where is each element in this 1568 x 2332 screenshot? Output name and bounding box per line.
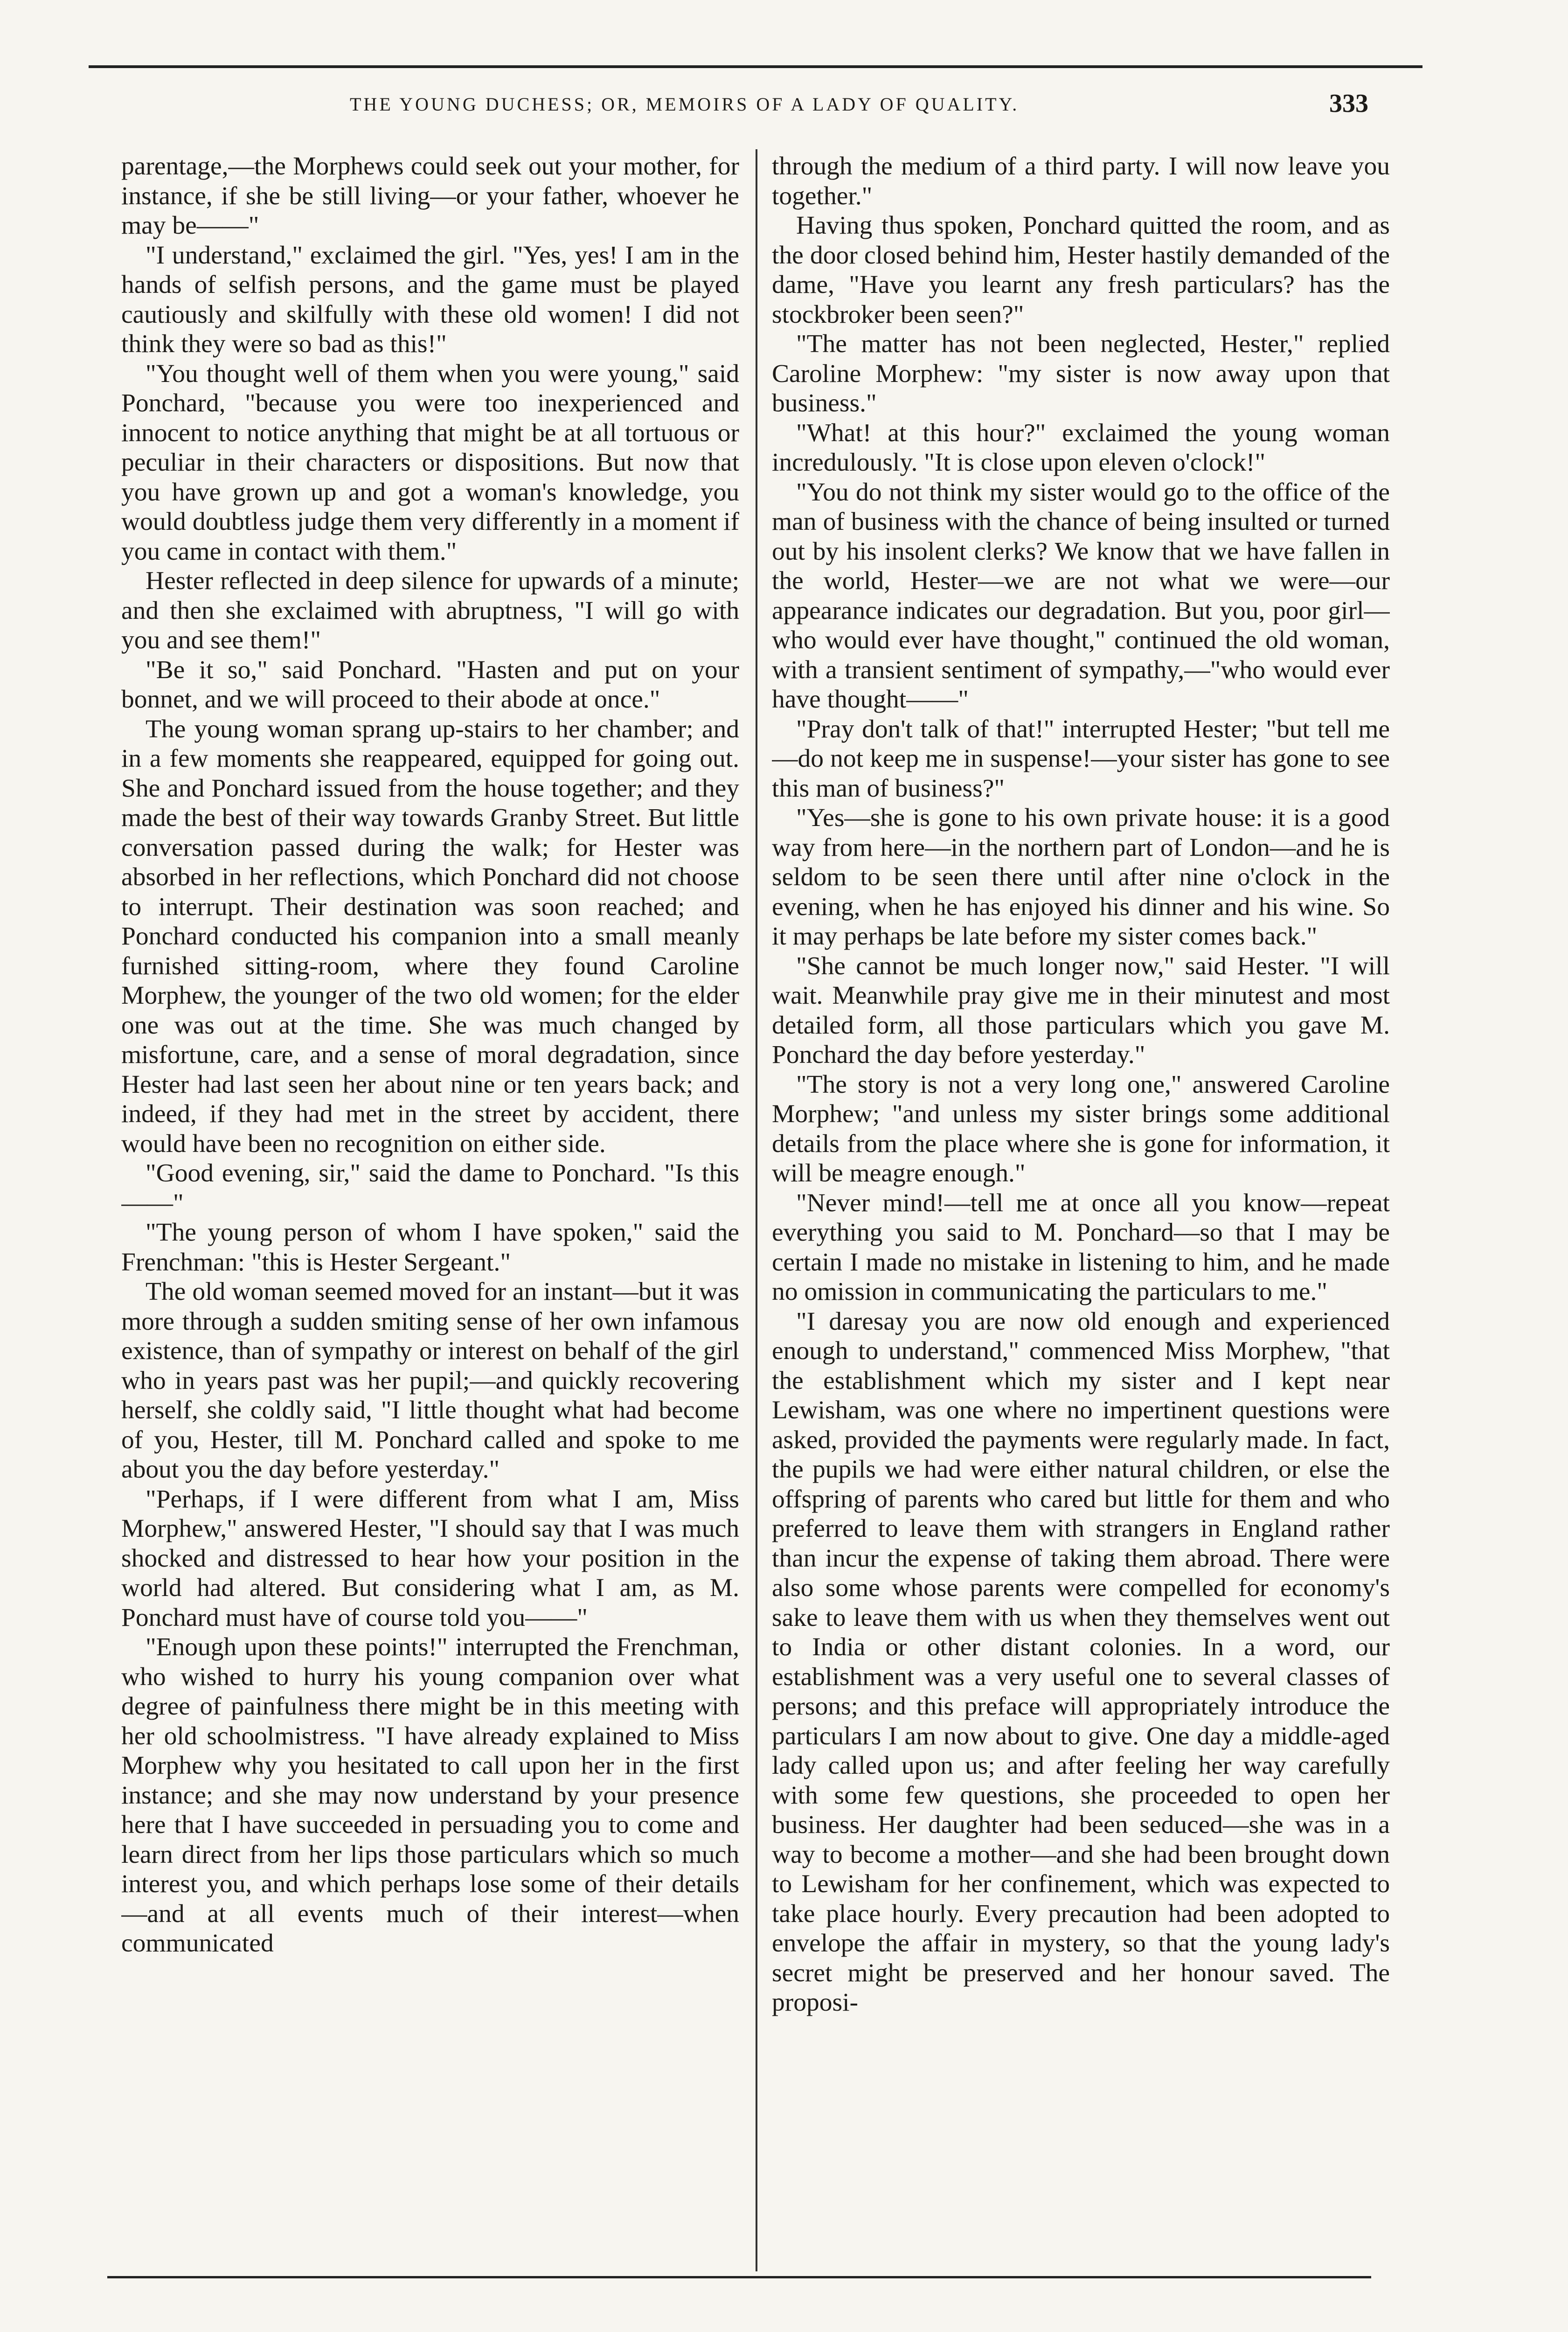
paragraph: "Be it so," said Ponchard. "Hasten and put on your bonnet, and we will proceed to their abode at once.": [121, 655, 739, 714]
paragraph: "I understand," exclaimed the girl. "Yes, yes! I am in the hands of selfish persons, and the game must be played cautiously and skilfully with these old women! I did not think they were so bad as this!": [121, 241, 739, 358]
paragraph: "Yes—she is gone to his own private house: it is a good way from here—in the northern part of London—and he is seldom to be seen there until after nine o'clock in the evening, when he has enjoyed his dinner and his wine. So it may perhaps be late before my sister comes back.": [772, 804, 1390, 951]
header-rule: [89, 65, 1422, 68]
paragraph: through the medium of a third party. I will now leave you together.": [772, 152, 1390, 210]
paragraph: Hester reflected in deep silence for upwards of a minute; and then she exclaimed with abruptness, "I will go with you and see them!": [121, 567, 739, 654]
column-divider: [756, 149, 757, 2271]
paragraph: Having thus spoken, Ponchard quitted the room, and as the door closed behind him, Hester hastily demanded of the dame, "Have you learnt any fresh particulars? has the stockbroker been seen?": [772, 211, 1390, 329]
paragraph: "The story is not a very long one," answered Caroline Morphew; "and unless my sister brings some additional details from the place where she is gone for information, it will be meagre enough.": [772, 1070, 1390, 1187]
paragraph: The old woman seemed moved for an instant—but it was more through a sudden smiting sense of her own infamous existence, than of sympathy or interest on behalf of the girl who in years past was her pupil;—and quickly recovering herself, she coldly said, "I little thought what had become of you, Hester, till M. Ponchard called and spoke to me about you the day before yesterday.": [121, 1277, 739, 1484]
running-head: THE YOUNG DUCHESS; OR, MEMOIRS OF A LADY OF QUALITY.: [350, 94, 1020, 115]
paragraph: "Never mind!—tell me at once all you know—repeat everything you said to M. Ponchard—so that I may be certain I made no mistake in listening to him, and he made no omission in communicating the particulars to me.": [772, 1188, 1390, 1306]
paragraph: "You thought well of them when you were young," said Ponchard, "because you were too inexperienced and innocent to notice anything that might be at all tortuous or peculiar in their characters or dispositions. But now that you have grown up and got a woman's knowledge, you would doubtless judge them very differently in a moment if you came in contact with them.": [121, 359, 739, 566]
paragraph: "Good evening, sir," said the dame to Ponchard. "Is this——": [121, 1159, 739, 1217]
left-column: [121, 152, 739, 2269]
right-column: [772, 152, 1390, 2269]
paragraph: "Enough upon these points!" interrupted the Frenchman, who wished to hurry his young companion over what degree of painfulness there might be in this meeting with her old schoolmistress. "I have already explained to Miss Morphew why you hesitated to call upon her in the first instance; and she may now understand by your presence here that I have succeeded in persuading you to come and learn direct from her lips those particulars which so much interest you, and which perhaps lose some of their details—and at all events much of their interest—when communicated: [121, 1633, 739, 1957]
paragraph: "She cannot be much longer now," said Hester. "I will wait. Meanwhile pray give me in their minutest and most detailed form, all those particulars which you gave M. Ponchard the day before yesterday.": [772, 951, 1390, 1069]
paragraph: parentage,—the Morphews could seek out your mother, for instance, if she be still living—or your father, whoever he may be——": [121, 152, 739, 240]
footer-rule: [107, 2276, 1371, 2278]
paragraph: "Perhaps, if I were different from what I am, Miss Morphew," answered Hester, "I should say that I was much shocked and distressed to hear how your position in the world had altered. But considering what I am, as M. Ponchard must have of course told you——": [121, 1485, 739, 1632]
paragraph: "I daresay you are now old enough and experienced enough to understand," commenced Miss Morphew, "that the establishment which my sister and I kept near Lewisham, was one where no impertinent questions were asked, provided the payments were regularly made. In fact, the pupils we had were either natural children, or else the offspring of parents who cared but little for them and who preferred to leave them with strangers in England rather than incur the expense of taking them abroad. There were also some whose parents were compelled for economy's sake to leave them with us when they themselves went out to India or other distant colonies. In a word, our establishment was a very useful one to several classes of persons; and this preface will appropriately introduce the particulars I am now about to give. One day a middle-aged lady called upon us; and after feeling her way carefully with some few questions, she proceeded to open her business. Her daughter had been seduced—she was in a way to become a mother—and she had been brought down to Lewisham for her confinement, which was expected to take place hourly. Every precaution had been adopted to envelope the affair in mystery, so that the young lady's secret might be preserved and her honour saved. The proposi-: [772, 1307, 1390, 2017]
paragraph: The young woman sprang up-stairs to her chamber; and in a few moments she reappeared, equipped for going out. She and Ponchard issued from the house together; and they made the best of their way towards Granby Street. But little conversation passed during the walk; for Hester was absorbed in her reflections, which Ponchard did not choose to interrupt. Their destination was soon reached; and Ponchard conducted his companion into a small meanly furnished sitting-room, where they found Caroline Morphew, the younger of the two old women; for the elder one was out at the time. She was much changed by misfortune, care, and a sense of moral degradation, since Hester had last seen her about nine or ten years back; and indeed, if they had met in the street by accident, there would have been no recognition on either side.: [121, 715, 739, 1158]
paragraph: "You do not think my sister would go to the office of the man of business with the chance of being insulted or turned out by his insolent clerks? We know that we have fallen in the world, Hester—we are not what we were—our appearance indicates our degradation. But you, poor girl—who would ever have thought," continued the old woman, with a transient sentiment of sympathy,—"who would ever have thought——": [772, 478, 1390, 714]
paragraph: "The young person of whom I have spoken," said the Frenchman: "this is Hester Sergeant.": [121, 1218, 739, 1277]
page-number: 333: [1329, 89, 1368, 118]
paragraph: "The matter has not been neglected, Hester," replied Caroline Morphew: "my sister is now away upon that business.": [772, 330, 1390, 417]
paragraph: "What! at this hour?" exclaimed the young woman incredulously. "It is close upon eleven o'clock!": [772, 418, 1390, 477]
paragraph: "Pray don't talk of that!" interrupted Hester; "but tell me—do not keep me in suspense!—your sister has gone to see this man of business?": [772, 715, 1390, 803]
